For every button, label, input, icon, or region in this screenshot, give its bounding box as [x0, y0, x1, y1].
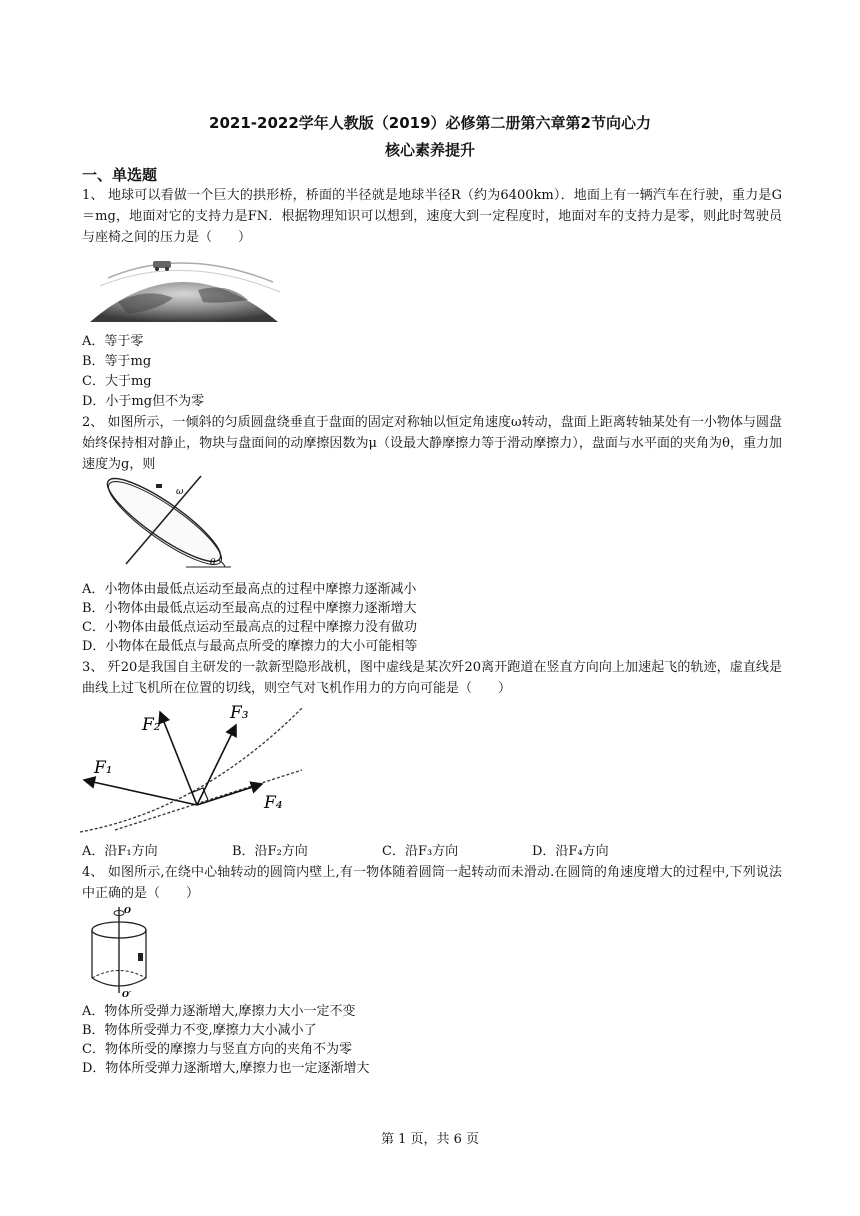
axis-top-label: O	[124, 905, 131, 915]
axis-bottom-label: O′	[122, 989, 132, 998]
q4-option-d: D．物体所受弹力逐渐增大,摩擦力也一定逐渐增大	[82, 1061, 370, 1076]
doc-title: 2021-2022学年人教版（2019）必修第二册第六章第2节向心力	[209, 114, 651, 132]
q2-option-d: D．小物体在最低点与最高点所受的摩擦力的大小可能相等	[82, 639, 418, 654]
theta-label: θ	[210, 558, 216, 568]
force-f3-label: F₃	[230, 703, 249, 723]
q1-option-a: A．等于零	[82, 334, 144, 349]
force-f2-label: F₂	[142, 715, 161, 735]
question-4-text: 4、 如图所示,在绕中心轴转动的圆筒内壁上,有一物体随着圆筒一起转动而未滑动.在圆筒的角速度增大的过程中,下列说法中正确的是（ ）	[82, 865, 782, 901]
doc-subtitle: 核心素养提升	[384, 141, 475, 159]
q3-option-a: A．沿F₁方向	[82, 844, 158, 859]
inclined-disk-figure	[86, 474, 236, 574]
q1-option-d: D．小于mg但不为零	[82, 394, 205, 409]
omega-label: ω	[176, 487, 184, 497]
q2-option-b: B．小物体由最低点运动至最高点的过程中摩擦力逐渐增大	[82, 601, 417, 616]
q3-option-b: B．沿F₂方向	[232, 844, 308, 859]
force-f1-label: F₁	[94, 758, 113, 778]
q4-option-c: C．物体所受的摩擦力与竖直方向的夹角不为零	[82, 1042, 352, 1057]
question-2-text: 2、 如图所示，一倾斜的匀质圆盘绕垂直于盘面的固定对称轴以恒定角速度ω转动，盘面上距离转轴某处有一小物体与圆盘始终保持相对静止，物块与盘面间的动摩擦因数为μ（设最大静摩擦力等于滑动摩擦力），盘面与水平面的夹角为θ，重力加速度为g，则	[82, 415, 782, 472]
rotating-cylinder-figure	[86, 903, 156, 998]
q3-option-c: C．沿F₃方向	[382, 844, 459, 859]
q4-option-a: A．物体所受弹力逐渐增大,摩擦力大小一定不变	[82, 1004, 356, 1019]
section-heading: 一、单选题	[82, 166, 158, 184]
q2-option-c: C．小物体由最低点运动至最高点的过程中摩擦力没有做功	[82, 620, 417, 635]
q3-option-d: D．沿F₄方向	[532, 844, 609, 859]
question-3-text: 3、 歼20是我国自主研发的一款新型隐形战机，图中虚线是某次歼20离开跑道在竖直方向向上加速起飞的轨迹，虚直线是曲线上过飞机所在位置的切线，则空气对飞机作用力的方向可能是（ ）	[82, 660, 782, 696]
q1-option-c: C．大于mg	[82, 374, 152, 389]
force-direction-figure	[80, 700, 305, 835]
q1-option-b: B．等于mg	[82, 354, 152, 369]
q2-option-a: A．小物体由最低点运动至最高点的过程中摩擦力逐渐减小	[82, 582, 417, 597]
page-footer: 第 1 页，共 6 页	[380, 1132, 480, 1147]
earth-figure	[88, 252, 283, 324]
question-1-text: 1、 地球可以看做一个巨大的拱形桥，桥面的半径就是地球半径R（约为6400km）．地面上有一辆汽车在行驶，重力是G＝mg，地面对它的支持力是FN．根据物理知识可以想到，速度大到一定程度时，地面对车的支持力是零，则此时驾驶员与座椅之间的压力是（ ）	[82, 188, 782, 245]
q4-option-b: B．物体所受弹力不变,摩擦力大小减小了	[82, 1023, 317, 1038]
force-f4-label: F₄	[264, 793, 283, 813]
